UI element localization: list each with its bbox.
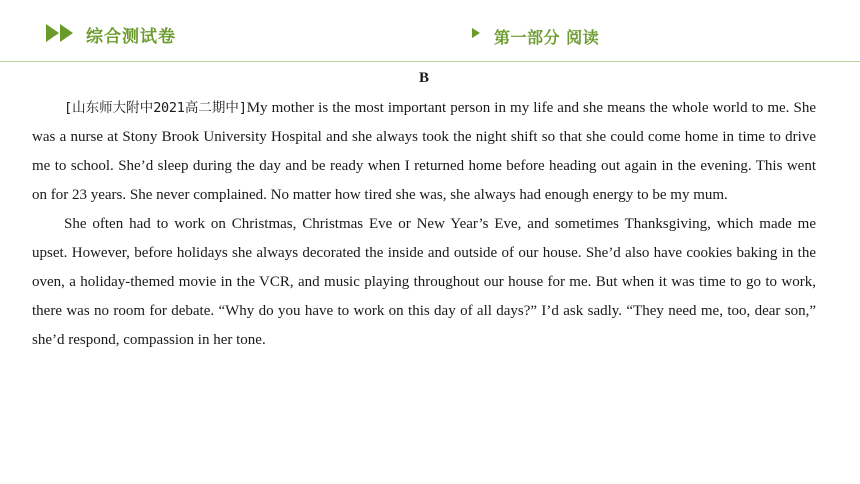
header-title: 综合测试卷 [86,27,176,47]
double-play-icon [46,24,74,42]
paragraph-1-text: My mother is the most important person in my life and she means the whole world to me. She was a nurse at Stony Brook University Hospital and she always took the night shift so that she could come home in time to drive me to school. She’d sleep during the day and be ready when I returned home before heading out again in the evening. This went on for 23 years. She never complained. No matter how tired she was, she always had enough energy to be my mum. [32,100,816,203]
paragraph-2 [32,210,816,355]
paragraph-1 [32,94,816,210]
passage-label: B [418,70,429,86]
header-bar [0,0,860,62]
section-title: 第一部分 阅读 [494,28,600,47]
header-divider [0,61,860,62]
paragraph-2-text: She often had to work on Christmas, Christmas Eve or New Year’s Eve, and sometimes Thanksgiving, which made me upset. However, before holidays she always decorated the inside and outside of our house. She’d also have cookies baking in the oven, a holiday-themed movie in the VCR, and music playing throughout our house for me. But when it was time to go to work, there was no room for debate. “Why do you have to work on this day of all days?” I’d ask sadly. “They need me, too, dear son,” she’d respond, compassion in her tone. [32,216,816,348]
passage-source: [山东师大附中2021高二期中] [64,100,247,116]
play-icon [472,28,480,38]
passage [32,66,816,355]
